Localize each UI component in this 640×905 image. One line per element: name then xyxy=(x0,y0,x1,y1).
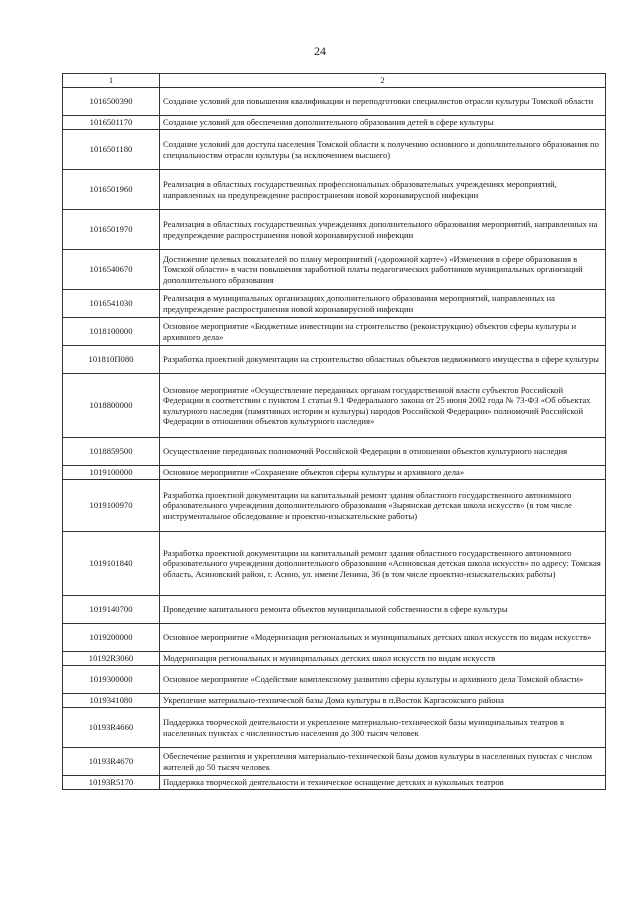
table-row xyxy=(63,666,606,694)
table-row xyxy=(63,290,606,318)
table-row xyxy=(63,374,606,438)
row-code: 10192R3060 xyxy=(63,652,160,666)
row-name: Основное мероприятие «Осуществление переданных органам государственной власти субъектов Российской Федерации в соответствии с пунктом 1 статьи 9.1 Федерального закона от 25 июня 2002 года № 73-ФЗ «Об объектах культурного наследия (памятниках истории и культуры) народов Российской Федерации» полномочий Российской Федерации в отношении объектов культурного наследия» xyxy=(160,374,606,438)
table-row xyxy=(63,652,606,666)
row-code: 1019100000 xyxy=(63,466,160,480)
row-name: Реализация в областных государственных профессиональных образовательных учреждениях мероприятий, направленных на предупреждение распространения новой коронавирусной инфекции xyxy=(160,170,606,210)
table-row xyxy=(63,596,606,624)
row-code: 101810П080 xyxy=(63,346,160,374)
row-code: 1019300000 xyxy=(63,666,160,694)
table-row xyxy=(63,748,606,776)
row-code: 1018100000 xyxy=(63,318,160,346)
row-code: 1019100970 xyxy=(63,480,160,532)
row-code: 1018800000 xyxy=(63,374,160,438)
row-code: 1016501180 xyxy=(63,130,160,170)
table-row xyxy=(63,694,606,708)
row-name: Создание условий для повышения квалификации и переподготовки специалистов отрасли культуры Томской области xyxy=(160,88,606,116)
table-row xyxy=(63,776,606,790)
row-code: 1016501170 xyxy=(63,116,160,130)
column-header-name: 2 xyxy=(160,74,606,88)
table-row xyxy=(63,708,606,748)
row-name: Основное мероприятие «Модернизация региональных и муниципальных детских школ искусств по видам искусств» xyxy=(160,624,606,652)
row-name: Модернизация региональных и муниципальных детских школ искусств по видам искусств xyxy=(160,652,606,666)
row-name: Реализация в муниципальных организациях дополнительного образования мероприятий, направленных на предупреждение распространения новой коронавирусной инфекции xyxy=(160,290,606,318)
table-row xyxy=(63,250,606,290)
table-row xyxy=(63,624,606,652)
row-code: 1019140700 xyxy=(63,596,160,624)
table-row xyxy=(63,88,606,116)
row-code: 1018859500 xyxy=(63,438,160,466)
page-number: 24 xyxy=(314,44,326,58)
row-name: Основное мероприятие «Содействие комплексному развитию сферы культуры и архивного дела Томской области» xyxy=(160,666,606,694)
row-name: Поддержка творческой деятельности и укрепление материально-технической базы муниципальных театров в населенных пунктах с численностью населения до 300 тысяч человек xyxy=(160,708,606,748)
row-name: Разработка проектной документации на капитальный ремонт здания областного государственного автономного образовательного учреждения дополнительного образования «Асиновская детская школа искусств» по адресу: Томская область, Асиновский район, г. Асино, ул. имени Ленина, 36 (в том числе проектно-изыскательских работы) xyxy=(160,532,606,596)
row-name: Основное мероприятие «Бюджетные инвестиции на строительство (реконструкцию) объектов сферы культуры и архивного дела» xyxy=(160,318,606,346)
row-name: Укрепление материально-технической базы Дома культуры в п.Восток Каргасокского района xyxy=(160,694,606,708)
row-code: 1016541030 xyxy=(63,290,160,318)
row-name: Реализация в областных государственных учреждениях дополнительного образования мероприятий, направленных на предупреждение распространения новой коронавирусной инфекции xyxy=(160,210,606,250)
row-name: Создание условий для обеспечения дополнительного образования детей в сфере культуры xyxy=(160,116,606,130)
row-code: 1019101840 xyxy=(63,532,160,596)
row-code: 10193R5170 xyxy=(63,776,160,790)
row-name: Проведение капитального ремонта объектов муниципальной собственности в сфере культуры xyxy=(160,596,606,624)
table-row xyxy=(63,318,606,346)
row-name: Достижение целевых показателей по плану мероприятий («дорожной карте») «Изменения в сфере образования в Томской области» в части повышения заработной платы педагогических работников муниципальных организаций дополнительного образования xyxy=(160,250,606,290)
row-code: 1016500390 xyxy=(63,88,160,116)
row-name: Разработка проектной документации на капитальный ремонт здания областного государственного автономного образовательного учреждения дополнительного образования «Зырянская детская школа искусств» (в том числе инструментальное обследование и проектно-изыскательские работы) xyxy=(160,480,606,532)
row-code: 1016501960 xyxy=(63,170,160,210)
column-header-code: 1 xyxy=(63,74,160,88)
row-name: Создание условий для доступа населения Томской области к получению основного и дополнительного образования по специальностям отрасли культуры (за исключением высшего) xyxy=(160,130,606,170)
row-code: 1019200000 xyxy=(63,624,160,652)
row-code: 10193R4670 xyxy=(63,748,160,776)
row-code: 10193R4660 xyxy=(63,708,160,748)
row-name: Обеспечение развития и укрепления материально-технической базы домов культуры в населенных пунктах с числом жителей до 50 тысяч человек xyxy=(160,748,606,776)
table-row xyxy=(63,116,606,130)
row-code: 1016540670 xyxy=(63,250,160,290)
table-row xyxy=(63,466,606,480)
row-name: Поддержка творческой деятельности и техническое оснащение детских и кукольных театров xyxy=(160,776,606,790)
table-row xyxy=(63,210,606,250)
row-code: 1019341080 xyxy=(63,694,160,708)
table-row xyxy=(63,438,606,466)
table-row xyxy=(63,170,606,210)
table-row xyxy=(63,532,606,596)
table-row xyxy=(63,480,606,532)
budget-classification-table xyxy=(62,73,606,790)
table-row xyxy=(63,346,606,374)
row-name: Осуществление переданных полномочий Российской Федерации в отношении объектов культурного наследия xyxy=(160,438,606,466)
row-name: Основное мероприятие «Сохранение объектов сферы культуры и архивного дела» xyxy=(160,466,606,480)
table-row xyxy=(63,130,606,170)
row-name: Разработка проектной документации на строительство областных объектов недвижимого имущества в сфере культуры xyxy=(160,346,606,374)
table-header-row xyxy=(63,74,606,88)
row-code: 1016501970 xyxy=(63,210,160,250)
